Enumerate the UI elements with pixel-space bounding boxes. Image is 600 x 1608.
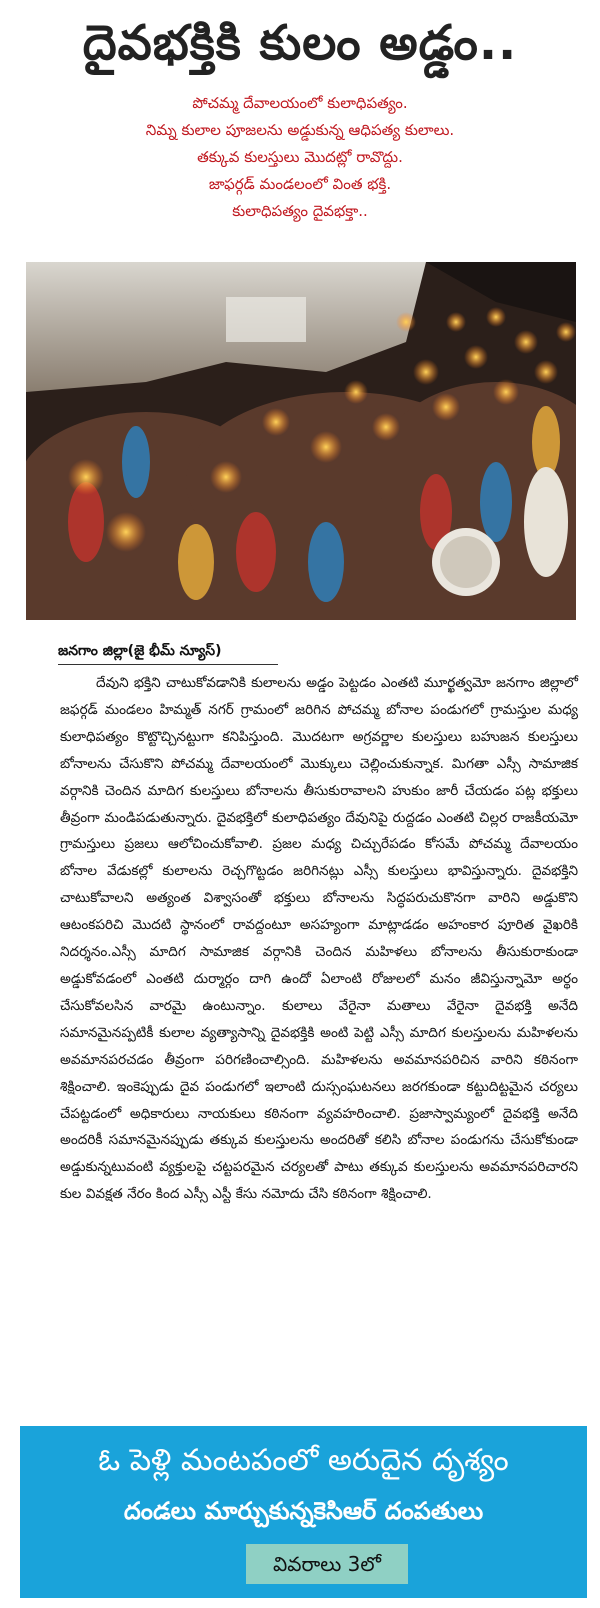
subheadline: నిమ్న కులాల పూజలను అడ్డుకున్న ఆధిపత్య కులాలు. [145,121,455,139]
festival-photo [26,262,576,620]
article-body: దేవుని భక్తిని చాటుకోవడానికి కులాలను అడ్డం పెట్టడం ఎంతటి మూర్ఖత్వమో జనగాం జిల్లాలో జఫర్గడ్ మండలం హిమ్మత్ నగర్ గ్రామంలో జరిగిన పోచమ్మ బోనాల పండుగలో గ్రామస్తుల మధ్య కులాధిపత్యం కొట్టొచ్చినట్టుగా కనిపిస్తుంది. మొదటగా అగ్రవర్ణాల కులస్తులు బహుజన కులస్తులు బోనాలను చేసుకొని పోచమ్మ దేవాలయంలో మొక్కులు చెల్లించుకున్నాక. మిగతా ఎస్సీ సామాజిక వర్గానికి చెందిన మాదిగ కులస్తులు బోనాలను తీసుకురావాలని హుకుం జారీ చేయడం పట్ల భక్తులు తీవ్రంగా మండిపడుతున్నారు. దైవభక్తిలో కులాధిపత్యం దేవునిపై రుద్దడం ఎంతటి చిల్లర రాజకీయమో గ్రామస్తులు ప్రజలు ఆలోచించుకోవాలి. ప్రజల మధ్య చిచ్చురేపడం కోసమే పోచమ్మ దేవాలయం బోనాల వేడుకల్లో కులాలను రెచ్చగొట్టడం జరిగినట్లు ఎస్సీ కులస్తులు భావిస్తున్నారు. దైవభక్తిని చాటుకోవాలని అత్యంత విశ్వాసంతో భక్తులు బోనాలను సిద్ధపరుచుకొనగా వారిని అడ్డుకొని ఆటంకపరిచి మొదటి స్థానంలో రావద్దంటూ అసహ్యంగా మాట్లాడడం అహంకార పూరిత వైఖరికి నిదర్శనం.ఎస్సీ మాదిగ సామాజిక వర్గానికి చెందిన మహిళలు బోనాలను తీసుకురాకుండా అడ్డుకోవడంలో ఎంతటి దుర్మార్గం దాగి ఉందో ఏలాంటి రోజులలో మనం జీవిస్తున్నామో అర్థం చేసుకోవలసిన వారమై ఉంటున్నాం. కులాలు వేరైనా మతాలు వేరైనా దైవభక్తి అనేది సమానమైనప్పటికీ కులాల వ్యత్యాసాన్ని దైవభక్తికి అంటి పెట్టి ఎస్సీ మాదిగ కులస్తులను మహిళలను అవమానపరచడం తీవ్రంగా పరిగణించాల్సింది. మహిళలను అవమానపరిచిన వారిని కఠినంగా శిక్షించాలి. ఇంకెప్పుడు దైవ పండుగలో ఇలాంటి దుస్సంఘటనలు జరగకుండా కట్టుదిట్టమైన చర్యలు చేపట్టడంలో అధికారులు నాయకులు కఠినంగా వ్యవహరించాలి. ప్రజాస్వామ్యంలో దైవభక్తి అనేది అందరికీ సమానమైనప్పుడు తక్కువ కులస్తులను అందరితో కలిసి బోనాల పండుగను చేసుకోకుండా అడ్డుకున్నటువంటి వ్యక్తులపై చట్టపరమైన చర్యలతో పాటు తక్కువ కులస్తులను అవమానపరిచారని కుల వివక్షత నేరం కింద ఎస్సీ ఎస్టీ కేసు నమోదు చేసి కఠినంగా శిక్షించాలి. [60,675,578,1203]
subheadline: జాఫర్గడ్ మండలంలో వింత భక్తి. [208,175,392,193]
promo-banner[interactable] [20,1426,587,1598]
details-page-link[interactable]: వివరాలు 3లో [246,1544,408,1584]
subheadline: తక్కువ కులస్తులు మొదట్లో రావొద్దు. [197,148,403,166]
subheadline: కులాధిపత్యం దైవభక్తా.. [232,202,368,220]
banner-title: ఓ పెళ్లి మంటపంలో అరుదైన దృశ్యం [98,1443,509,1478]
headline: దైవభక్తికి కులం అడ్డం.. [82,15,518,71]
banner-subtitle: దండలు మార్చుకున్నకెసిఆర్ దంపతులు [123,1497,484,1525]
subheadline-list [0,90,600,225]
dateline: జనగాం జిల్లా(జై భీమ్ న్యూస్) [58,643,222,659]
subheadline: పోచమ్మ దేవాలయంలో కులాధిపత్యం. [192,94,408,112]
festival-photo-illustration [26,262,576,620]
dateline-underline [58,664,278,665]
